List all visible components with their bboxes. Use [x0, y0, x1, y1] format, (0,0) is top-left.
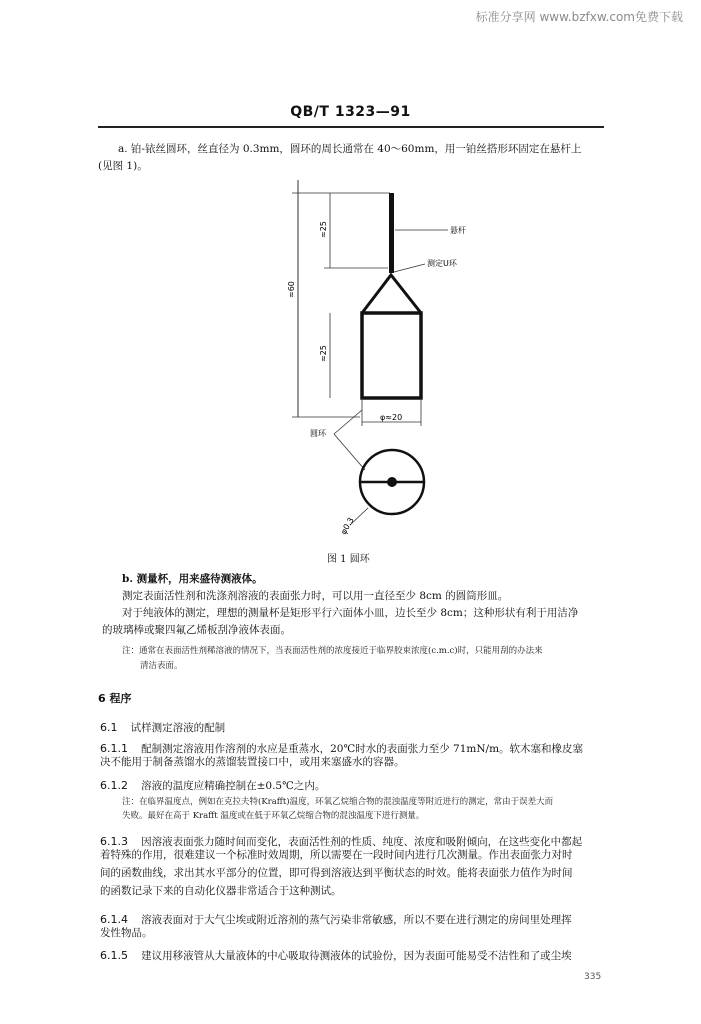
figure-ring-diagram [270, 180, 510, 550]
watermark: 标准分享网 www.bzfxw.com免费下载 [475, 10, 683, 24]
item-a-line-1: a. 铂-铱丝圆环，丝直径为 0.3mm，圆环的周长通常在 40～60mm，用一铂丝搭形环固定在悬杆上 [118, 143, 582, 155]
label-circle-ring: 圆环 [310, 429, 326, 438]
section-6-1-5-number: 6.1.5 [100, 949, 128, 962]
dim-60: ≈60 [287, 281, 296, 298]
ring-body [362, 313, 421, 398]
section-6-1-2-note-line-1: 注：在临界温度点，例如在克拉夫特(Krafft)温度，环氧乙烷缩合物的混浊温度等附近进行的测定，常由于误差大而 [122, 797, 554, 807]
ring-cone [362, 275, 421, 313]
item-b-note-line-1: 注：通常在表面活性剂稀溶液的情况下，当表面活性剂的浓度接近于临界胶束浓度(c.m.c)时，只能用刮的办法来 [122, 646, 543, 656]
section-6-1-1-line-1: 6.1.1 配制测定溶液用作溶剂的水应是重蒸水，20℃时水的表面张力至少 71mN/m。软木塞和橡皮塞 [100, 742, 584, 755]
label-rod: 悬杆 [450, 226, 466, 235]
section-6-title: 6 程序 [98, 692, 132, 705]
item-b-title: b. 测量杯，用来盛待测液体。 [122, 573, 263, 585]
item-b-paragraph-2-line-2: 的玻璃棒或聚四氟乙烯板刮净液体表面。 [102, 624, 291, 636]
section-6-1-3-line-4: 的函数记录下来的自动化仪器非常适合于这种测试。 [100, 885, 342, 897]
section-6-1-2-note-line-2: 失败。最好在高于 Krafft 温度或在低于环氧乙烷缩合物的混浊温度下进行测量。 [122, 811, 425, 821]
item-a-line-2: (见图 1)。 [98, 160, 148, 172]
section-6-1-4-number: 6.1.4 [100, 913, 128, 926]
section-6-1-3-line-3: 间的函数曲线，求出其水平部分的位置，即可得到溶液达到平衡状态的时效。能将表面张力值作为时间 [100, 867, 573, 879]
section-6-1-3-number: 6.1.3 [100, 835, 128, 848]
figure-caption: 图 1 圆环 [327, 554, 370, 565]
section-6-1-2-line-1: 6.1.2 溶液的温度应精确控制在±0.5℃之内。 [100, 779, 326, 792]
section-6-1-title: 试样测定溶液的配制 [130, 722, 226, 734]
section-6-1-number: 6.1 [100, 721, 118, 734]
label-measure-ring: 测定U环 [427, 259, 457, 268]
dim-phi-20: φ≈20 [380, 413, 403, 422]
section-6-1-4-line-1: 6.1.4 溶液表面对于大气尘埃或附近溶剂的蒸气污染非常敏感，所以不要在进行测定的房间里处理挥 [100, 913, 572, 926]
dim-25-mid: ≈25 [319, 345, 328, 362]
section-6-1-1-number: 6.1.1 [100, 742, 128, 755]
standard-code-header: QB/T 1323—91 [290, 104, 411, 120]
header-rule [98, 126, 604, 128]
section-6-1-5-line-1: 6.1.5 建议用移液管从大量液体的中心吸取待测液体的试验份，因为表面可能易受不洁性和了或尘埃 [100, 949, 572, 962]
suspension-rod [389, 193, 394, 273]
section-6-1-1-line-2: 决不能用于制备蒸馏水的蒸馏装置接口中，或用来塞盛水的容器。 [100, 756, 405, 768]
dim-phi-0-3: φ0.3 [338, 515, 356, 536]
section-6-1-3-line-2: 着特殊的作用，很难建议一个标准时效周期，所以需要在一段时间内进行几次测量。作出表面张力对时 [100, 849, 573, 861]
section-6-1-3-line-1: 6.1.3 因溶液表面张力随时间而变化，表面活性剂的性质、纯度、浓度和吸附倾向，在这些变化中都起 [100, 835, 583, 848]
dim-25-top: ≈25 [319, 221, 328, 238]
section-6-1-4-line-2: 发性物品。 [100, 927, 153, 939]
section-6-1-heading [100, 716, 225, 736]
item-b-note-line-2: 清洁表面。 [140, 661, 183, 671]
page-number: 335 [584, 972, 602, 982]
section-6-1-2-number: 6.1.2 [100, 779, 128, 792]
item-b-paragraph-1: 测定表面活性剂和洗涤剂溶液的表面张力时，可以用一直径至少 8cm 的圆筒形皿。 [122, 590, 509, 602]
item-b-paragraph-2-line-1: 对于纯液体的测定，理想的测量杯是矩形平行六面体小皿，边长至少 8cm；这种形状有利于用洁净 [122, 607, 579, 619]
